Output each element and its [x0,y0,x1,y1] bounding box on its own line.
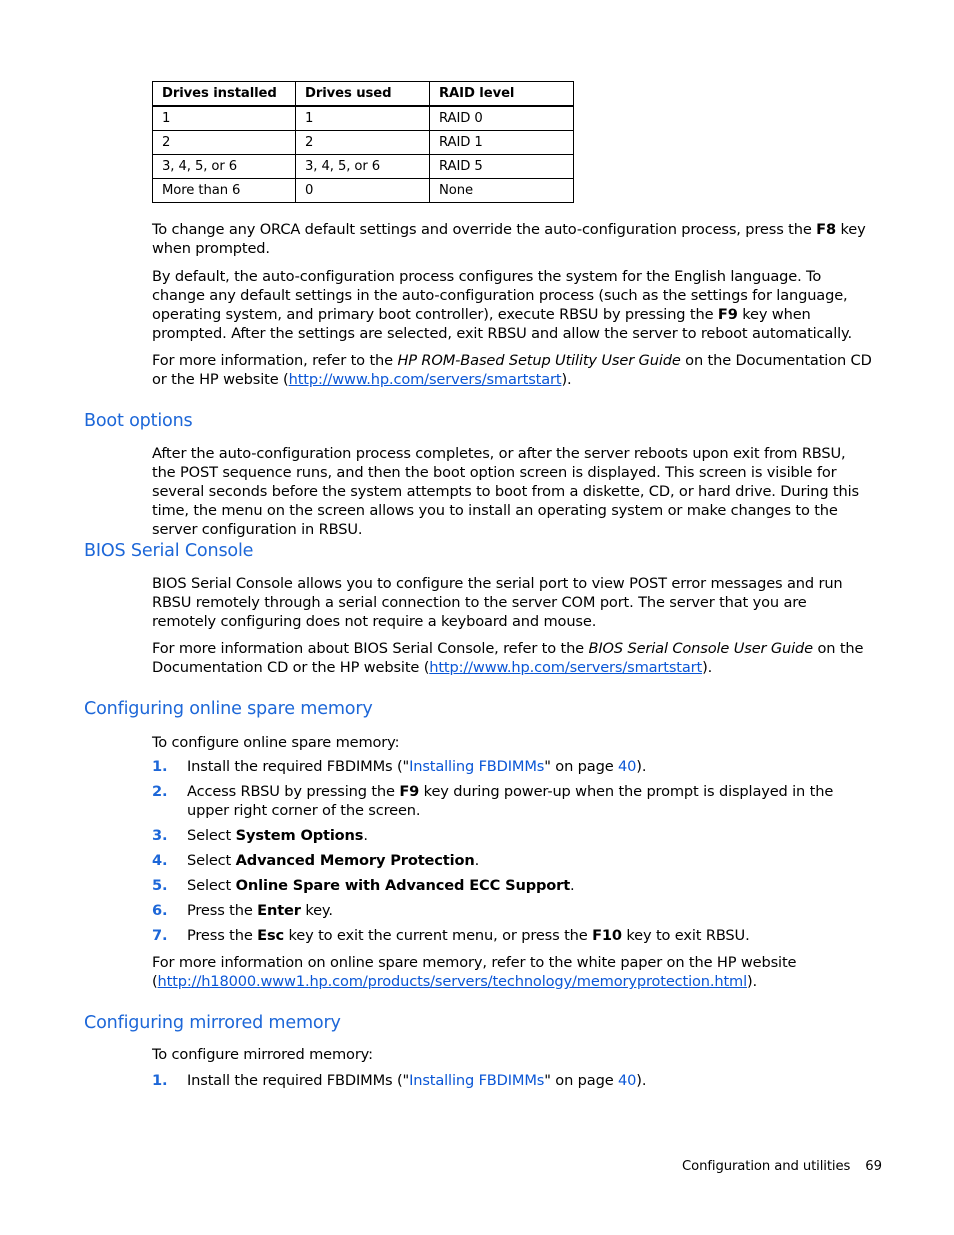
page-link[interactable]: 40 [618,758,637,775]
table-cell: 1 [153,106,296,131]
list-item [152,826,872,845]
key-label: F8 [816,221,836,238]
menu-option: System Options [235,827,364,844]
menu-option: Advanced Memory Protection [235,852,475,869]
step-number: 5. [152,877,168,894]
text-span: Select [187,852,236,869]
step-number: 1. [152,758,168,775]
key-label: Enter [257,902,301,919]
table-cell: None [430,179,574,203]
guide-title: BIOS Serial Console User Guide [588,640,813,657]
text-span: " on page [544,758,619,775]
text-span: For more information on online spare memory, refer to the white paper on the HP website ( [152,954,797,990]
key-label: F10 [592,927,622,944]
menu-option: Online Spare with Advanced ECC Support [235,877,571,894]
installing-fbdimms-link[interactable]: Installing FBDIMMs [409,758,545,775]
list-item [152,757,872,776]
table-cell: RAID 1 [430,131,574,155]
spare-memory-intro: To configure online spare memory: [152,734,400,751]
table-row [153,131,574,155]
table-header-cell: Drives used [296,82,430,107]
step-number: 6. [152,902,168,919]
text-span: ). [636,1072,647,1089]
footer-section-title: Configuration and utilities [682,1159,851,1174]
raid-table [152,81,574,203]
text-span: . [363,827,368,844]
table-header-row [153,82,574,107]
table-cell: 2 [153,131,296,155]
key-label: F9 [399,783,420,800]
text-span: To change any ORCA default settings and override the auto-configuration process, press the [152,221,817,238]
bios-serial-more-info-paragraph [152,639,872,677]
table-header-cell: Drives installed [153,82,296,107]
text-span: on the Documentation CD or the HP website ( [152,352,872,388]
list-item [152,1071,872,1090]
list-item [152,876,872,895]
key-label: Esc [257,927,284,944]
table-row [153,106,574,131]
step-number: 1. [152,1072,168,1089]
table-row [153,155,574,179]
spare-memory-heading: Configuring online spare memory [84,699,373,719]
text-span: Press the [187,902,258,919]
spare-memory-more-info-paragraph [152,953,872,991]
text-span: key during power-up when the prompt is displayed in the upper right corner of the screen. [187,783,834,819]
text-span: key to exit RBSU. [621,927,750,944]
page-link[interactable]: 40 [618,1072,637,1089]
text-span: key when prompted. After the settings are selected, exit RBSU and allow the server to reboot automatically. [152,306,852,342]
table-cell: More than 6 [153,179,296,203]
table-cell: 3, 4, 5, or 6 [296,155,430,179]
step-number: 2. [152,783,168,800]
text-span: on the Documentation CD or the HP website ( [152,640,864,676]
boot-options-paragraph: After the auto-configuration process completes, or after the server reboots upon exit from RBSU, the POST sequence runs, and then the boot option screen is displayed. This screen is visible for several seconds before the system attempts to boot from a diskette, CD, or hard drive. During this time, the menu on the screen allows you to install an operating system or make changes to the server configuration in RBSU. [152,445,859,538]
smartstart-link[interactable]: http://www.hp.com/servers/smartstart [288,371,562,388]
table-cell: 2 [296,131,430,155]
page-footer [682,1159,882,1174]
table-cell: RAID 5 [430,155,574,179]
memory-protection-link[interactable]: http://h18000.www1.hp.com/products/servers/technology/memoryprotection.html [157,973,748,990]
text-span: ). [747,973,758,990]
table-cell: 0 [296,179,430,203]
list-item [152,901,872,920]
text-span: Access RBSU by pressing the [187,783,400,800]
installing-fbdimms-link[interactable]: Installing FBDIMMs [409,1072,545,1089]
step-number: 4. [152,852,168,869]
bios-serial-console-heading: BIOS Serial Console [84,541,254,561]
step-number: 7. [152,927,168,944]
list-item [152,926,872,945]
text-span: Select [187,877,236,894]
text-span: ). [702,659,713,676]
text-span: ). [636,758,647,775]
text-span: For more information about BIOS Serial Console, refer to the [152,640,589,657]
orca-paragraph [152,220,872,258]
table-row [153,179,574,203]
text-span: key to exit the current menu, or press the [284,927,593,944]
guide-title: HP ROM-Based Setup Utility User Guide [397,352,681,369]
text-span: Press the [187,927,258,944]
list-item [152,782,872,820]
text-span: Install the required FBDIMMs (" [187,1072,410,1089]
step-number: 3. [152,827,168,844]
smartstart-link[interactable]: http://www.hp.com/servers/smartstart [429,659,703,676]
text-span: key when prompted. [152,221,866,257]
rbsu-more-info-paragraph [152,351,872,389]
text-span: By default, the auto-configuration process configures the system for the English language. To change any default settings in the auto-configuration process (such as the settings for language, operating system, and primary boot controller), execute RBSU by pressing the [152,268,848,323]
text-span: Select [187,827,236,844]
mirrored-memory-intro: To configure mirrored memory: [152,1046,373,1063]
text-span: . [570,877,575,894]
text-span: " on page [544,1072,619,1089]
table-cell: 3, 4, 5, or 6 [153,155,296,179]
page-number: 69 [865,1159,882,1174]
text-span: key. [300,902,333,919]
text-span: . [474,852,480,869]
table-header-cell: RAID level [430,82,574,107]
table-cell: RAID 0 [430,106,574,131]
text-span: For more information, refer to the [152,352,398,369]
list-item [152,851,872,870]
text-span: Install the required FBDIMMs (" [187,758,410,775]
table-cell: 1 [296,106,430,131]
bios-serial-paragraph: BIOS Serial Console allows you to configure the serial port to view POST error messages and run RBSU remotely through a serial connection to the server COM port. The server that you are remotely configuring does not require a keyboard and mouse. [152,575,843,630]
text-span: ). [561,371,572,388]
boot-options-heading: Boot options [84,411,193,431]
default-config-paragraph [152,267,872,343]
key-label: F9 [717,306,738,323]
mirrored-memory-heading: Configuring mirrored memory [84,1013,341,1033]
